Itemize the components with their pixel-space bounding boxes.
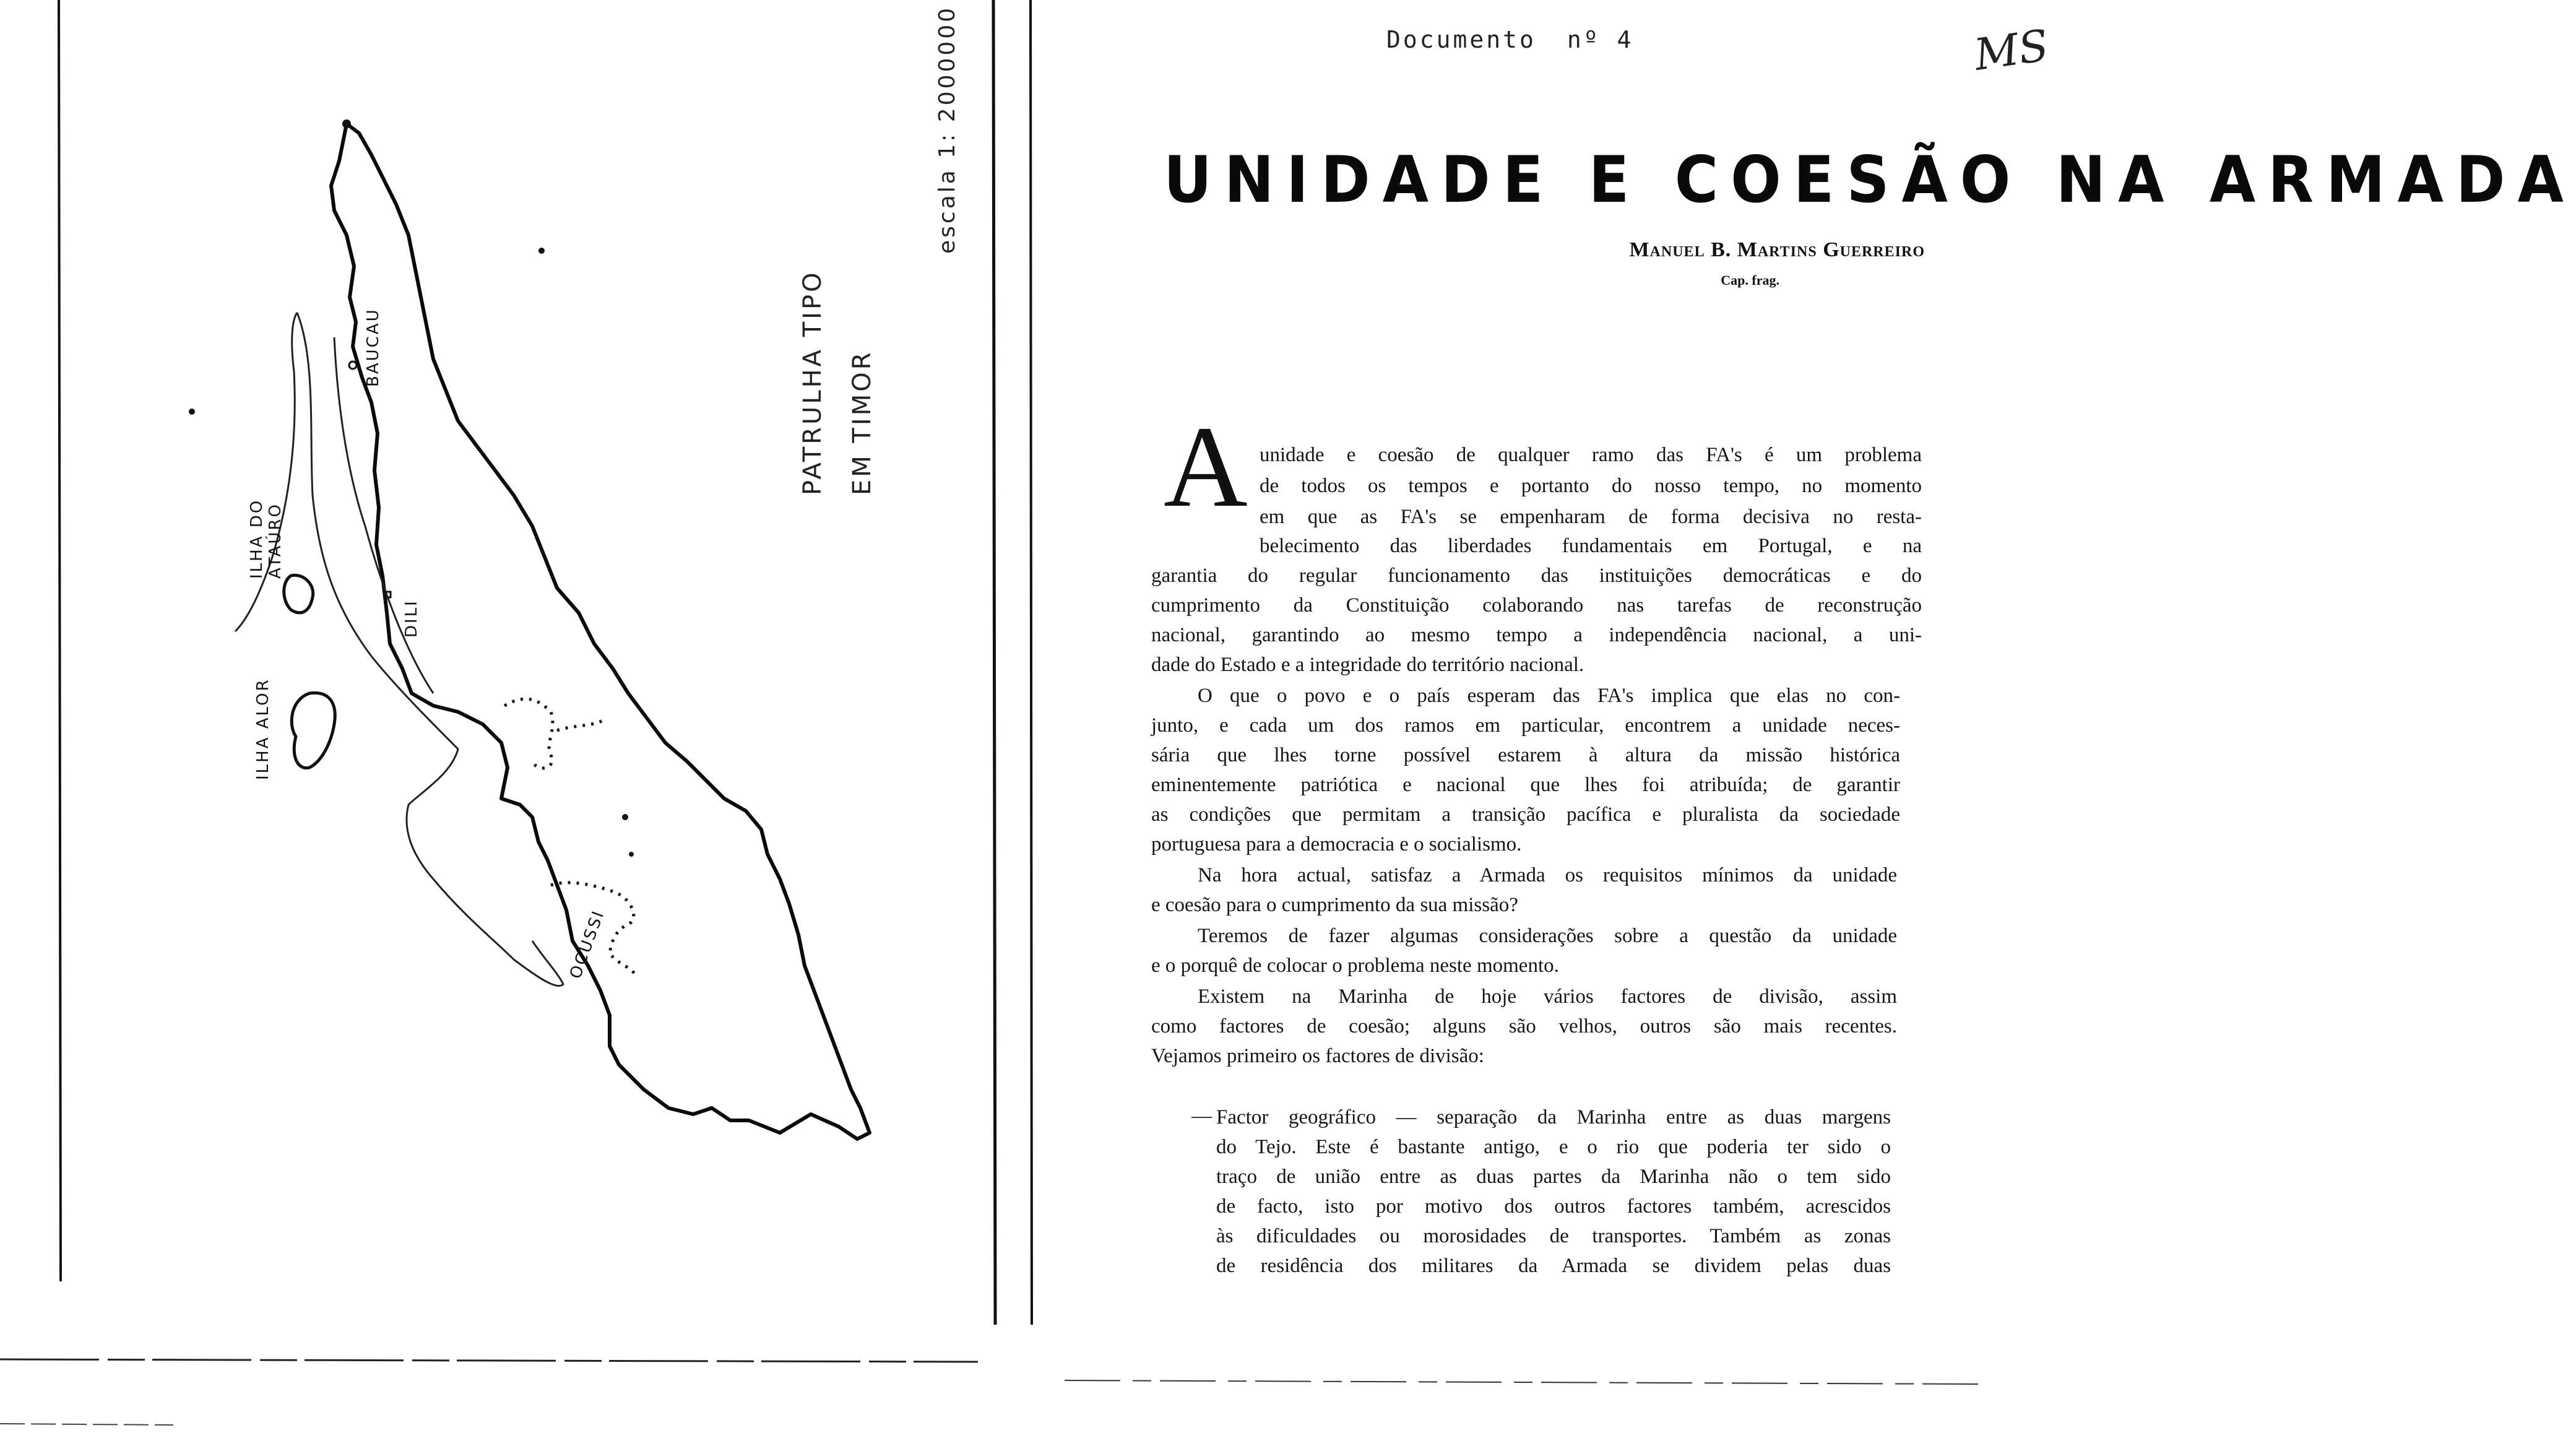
body-line: unidade e coesão de qualquer ramo das FA's é um problema [1260,444,1922,466]
map-scale: escala 1: 2000000 [935,5,960,254]
article-title: UNIDADE E COESÃO NA ARMADA [1164,142,2576,217]
drop-cap: A [1164,402,1248,531]
speck [622,814,628,820]
bottom-rule-left [0,1359,978,1362]
body-line: de todos os tempos e portanto do nosso tempo, no momento [1260,475,1922,497]
author-rank: Cap. frag. [1721,272,1779,288]
body-line: garantia do regular funcionamento das instituições democráticas e do [1151,565,1922,587]
place-ocussi: OCUSSI [566,907,608,982]
body-line: belecimento das liberdades fundamentais em Portugal, e na [1260,535,1922,557]
body-line: em que as FA's se empenharam de forma decisiva no resta- [1260,506,1922,528]
body-line: e o porquê de colocar o problema neste momento. [1151,955,1559,977]
alor-island [292,693,335,768]
bullet-line: do Tejo. Este é bastante antigo, e o rio que poderia ter sido o [1216,1136,1891,1158]
patrol-route-outer [297,313,563,986]
article-author: Manuel B. Martins Guerreiro [1629,238,1925,261]
speck [629,852,634,857]
left-page-border-left [59,0,61,1281]
bullet-line: de residência dos militares da Armada se dividem pelas duas [1216,1255,1891,1277]
body-line: dade do Estado e a integridade do território nacional. [1151,654,1584,676]
body-line: nacional, garantindo ao mesmo tempo a independência nacional, a uni- [1151,624,1922,646]
atauro-island [284,575,313,613]
map-title-line-2: EM TIMOR [848,350,876,495]
map-title-line-1: PATRULHA TIPO [798,270,827,495]
body-line: cumprimento da Constituição colaborando nas tarefas de reconstrução [1151,594,1922,617]
document-header [1386,26,1664,53]
place-dili: DILI [402,599,421,638]
bullet-dash: — [1191,1105,1212,1127]
bullet-line: Factor geográfico — separação da Marinha entre as duas margens [1216,1106,1891,1128]
gutter-line [1031,0,1032,1325]
bottom-rule-faint [0,1424,173,1425]
handwritten-initials: MS [1971,20,2052,80]
place-baucau: BAUCAU [364,308,383,387]
body-line: junto, e cada um dos ramos em particular, encontrem a unidade neces- [1151,714,1900,737]
body-line: Existem na Marinha de hoje vários factores de divisão, assim [1198,985,1897,1008]
place-ilha-do-atauro-2: ATAÚRO [266,503,285,579]
bottom-rule-right [1065,1380,1981,1384]
bullet-line: de facto, isto por motivo dos outros factores também, acrescidos [1216,1195,1891,1218]
body-line: portuguesa para a democracia e o socialismo. [1151,833,1522,855]
body-line: Teremos de fazer algumas considerações sobre a questão da unidade [1198,925,1897,947]
document-label: Documento [1386,26,1536,53]
body-line: eminentemente patriótica e nacional que lhes foi atribuída; de garantir [1151,774,1900,796]
body-line: O que o povo e o país esperam das FA's implica que elas no con- [1198,685,1900,707]
speck [189,409,195,415]
bullet-line: traço de união entre as duas partes da Marinha não o tem sido [1216,1166,1891,1188]
body-line: Na hora actual, satisfaz a Armada os requisitos mínimos da unidade [1198,864,1897,886]
body-line: sária que lhes torne possível estarem à altura da missão histórica [1151,744,1900,766]
baucau-marker [349,361,357,369]
place-ilha-do-atauro-1: ILHA DO [248,498,266,579]
patrol-route-inner [334,337,433,693]
bullet-line: às dificuldades ou morosidades de transportes. Também as zonas [1216,1225,1891,1247]
body-line: as condições que permitam a transição pacífica e pluralista da sociedade [1151,803,1900,826]
speck [342,119,351,128]
left-page-border-right [993,0,995,1325]
document-number: nº 4 [1567,26,1634,53]
timor-map [0,0,1052,1446]
dili-marker [385,592,391,597]
place-ilha-alor: ILHA ALOR [254,678,272,780]
body-line: Vejamos primeiro os factores de divisão: [1151,1045,1484,1067]
speck [538,248,545,254]
body-line: como factores de coesão; alguns são velhos, outros são mais recentes. [1151,1015,1897,1037]
patrol-route-westerly [235,313,297,631]
body-line: e coesão para o cumprimento da sua missão? [1151,894,1518,916]
ocussi-border-upper [504,699,607,768]
